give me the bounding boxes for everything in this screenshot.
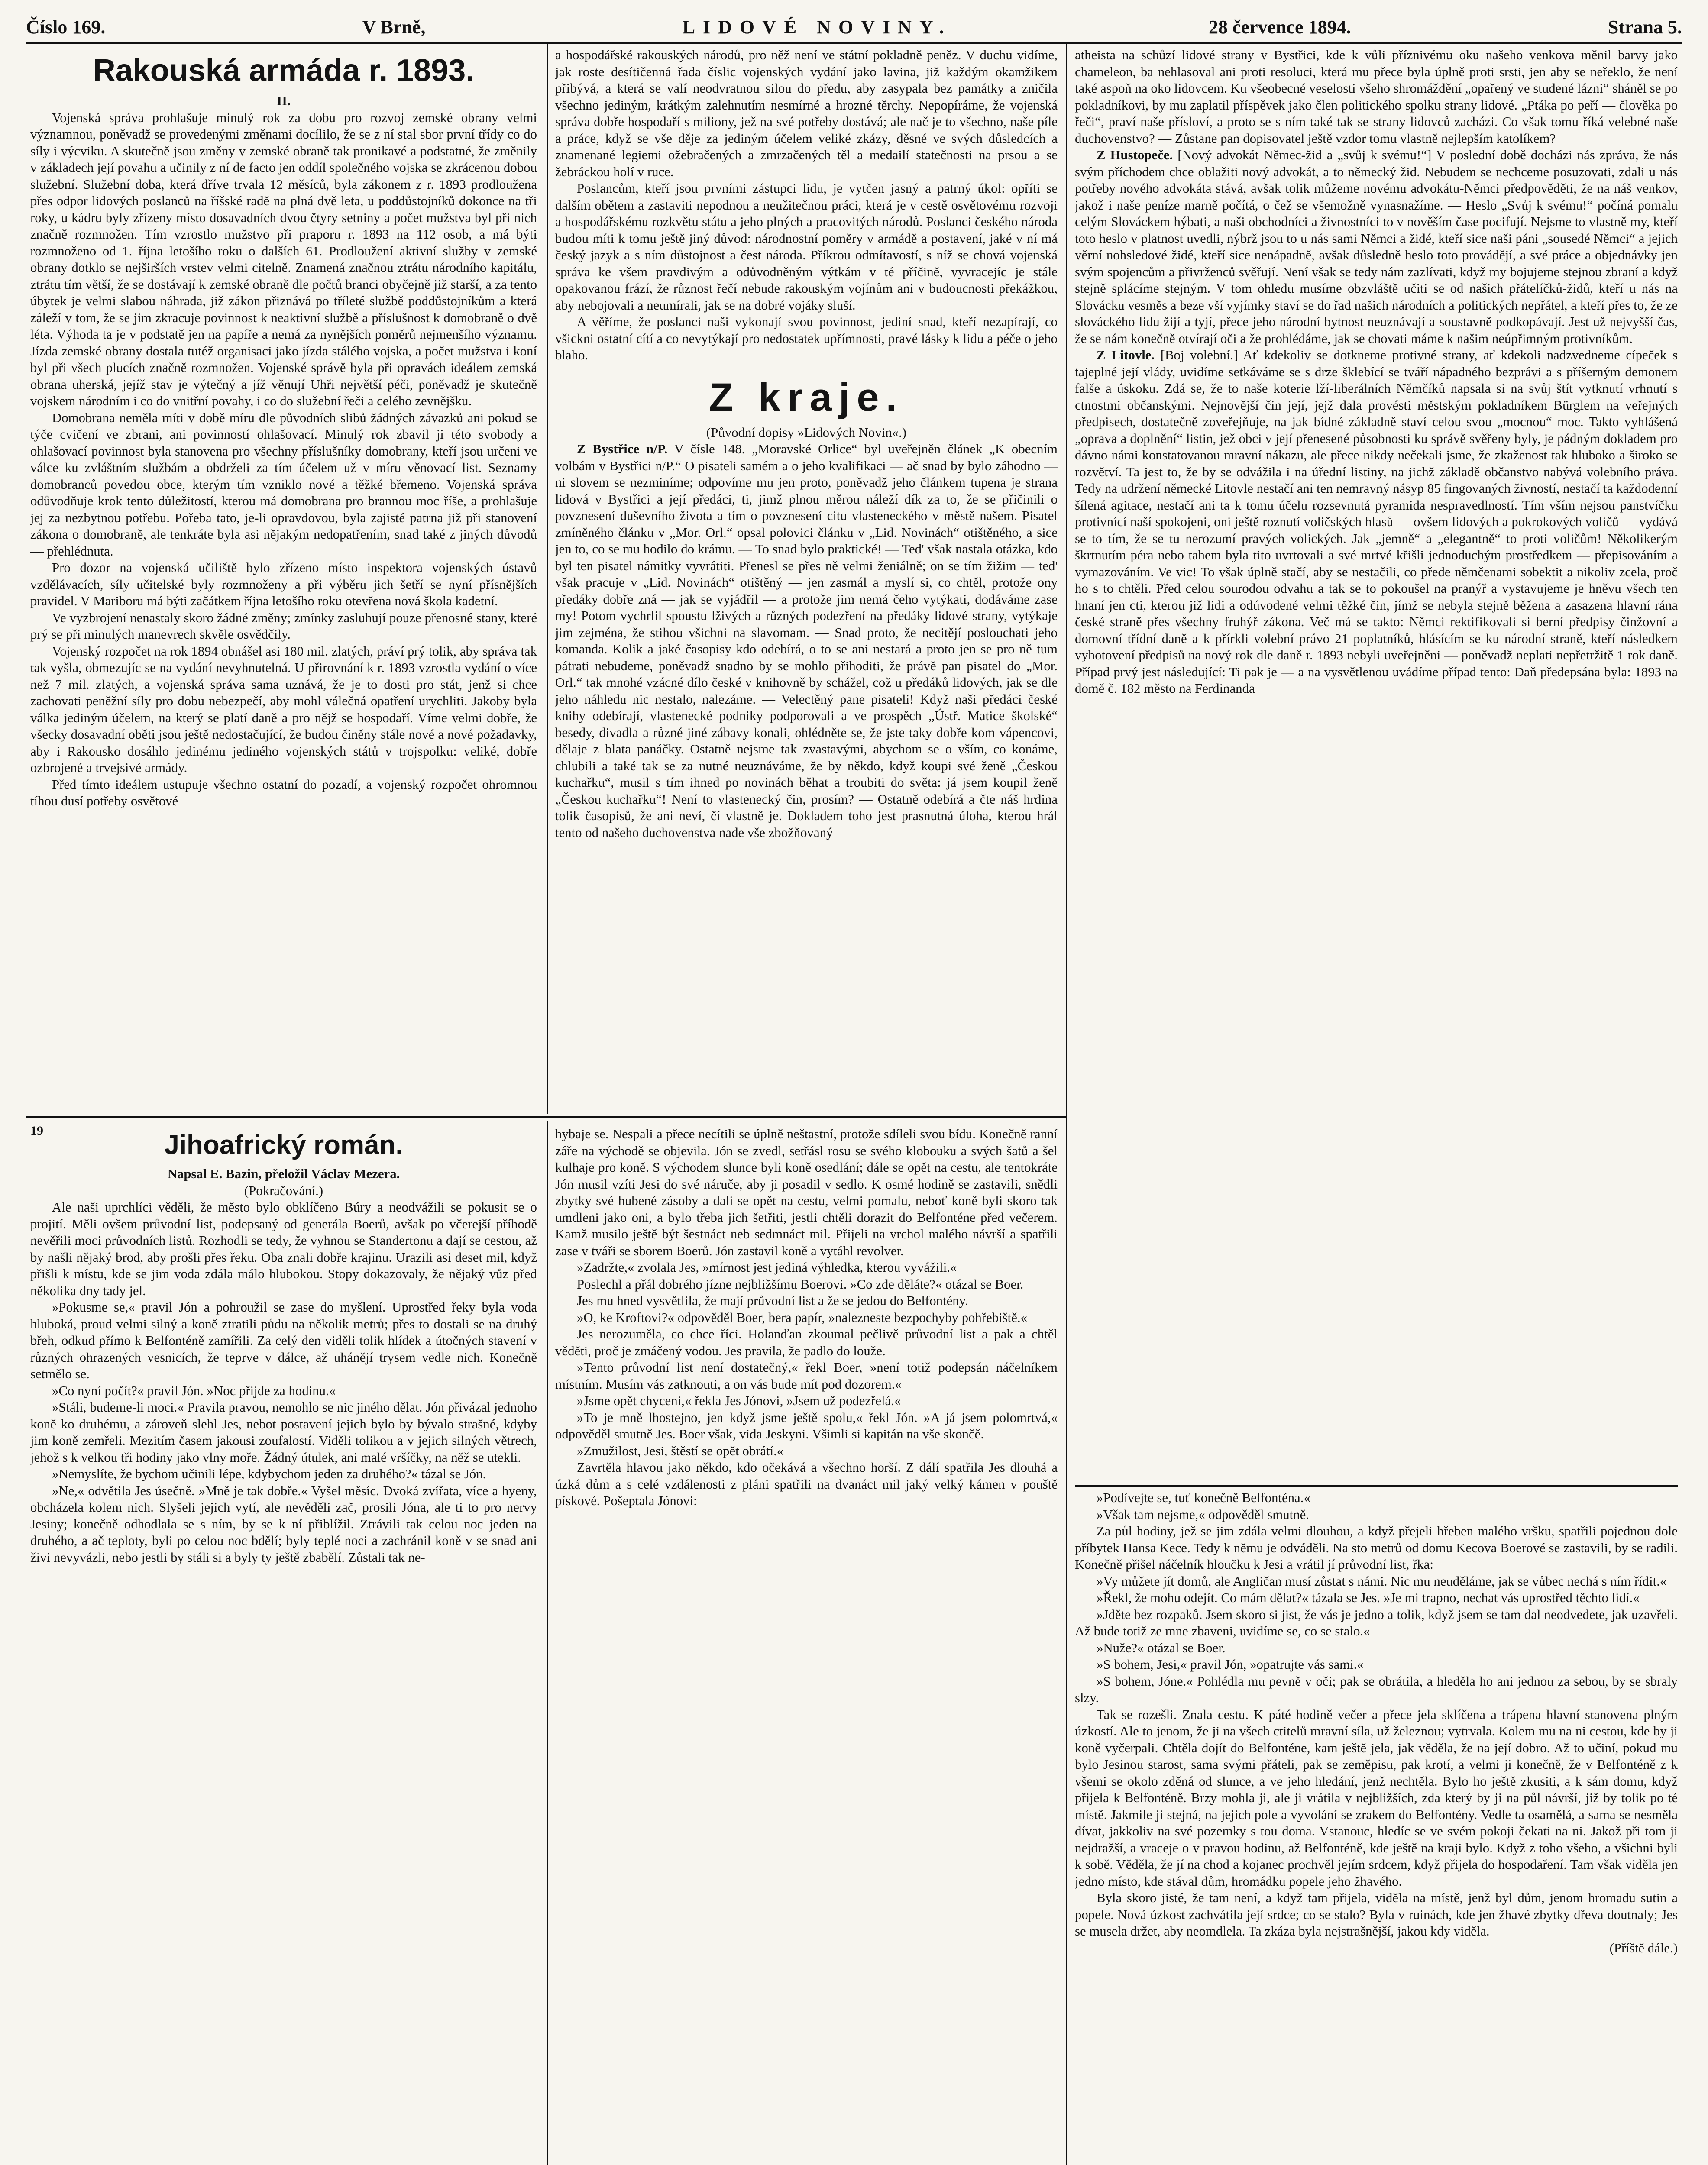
- novel-paragraph: »Jsme opět chyceni,« řekla Jes Jónovi, »Jsem už podezřelá.«: [577, 1393, 901, 1408]
- novel-paragraph: Byla skoro jisté, že tam není, a když tam přijela, viděla na místě, jenž byl dům, jenom hromadu sutin a popele. Nová úzkost zachvátila její srdce; co se stalo? Byla v ruinách, kde jen žhavé zbytky dřeva doutnaly; Jes se musela držet, aby neomdlela. Ta zkáza byla nejstrašnější, jakou kdy viděla.: [1075, 1890, 1678, 1939]
- report-hustopece: [Nový advokát Němec-žid a „svůj k svému!“] V poslední době docházi nás zpráva, že nás svým příchodem chce oblažiti nový advokát, a to německý žid. Nebudem se nechceme posuzovati, zdali u nás potřeby nového advokáta stává, avšak tolik můžeme novému advokátu-Němci předpověděti, že na náš venkov, jakož i naše peníze marně počítá, o čež se všemožně vynasnažíme. — Heslo „Svůj k svému!“ počíná pomalu celým Slováckem hýbati, a naši obchodníci a živnostníci to v nověším čase pocifují. Nejsme to vlastně my, kteří toto heslo v platnost uvedli, nýbrž jsou to u nás sami Němci a židé, kteří sice naši páni „sousedé Němci“ a jejich věrní nohsledové židé, kteří sice nenápadně, avšak důsledně heslo toto provádějí, a své práce a objednávky jen svým spojencům a přivrženců svěřují. Není však se tedy nám zazlívati, když my bojujeme stejnou zbraní a když stejně splácíme stejným. V tom ohledu musíme obzvláště učiti se od našich přátelíčků-židů, kteří u nás na Slovácku vesměs a beze vší vyjímky staví se do řad našich národních a politických nepřátel, a kteří přes to, že ze slováckého lidu žijí a tyjí, přece jeho národní bytnost neuznávají a soustavně podkopávají. Jest už nejvyšší čas, že se nám konečně otvírají oči a že prohlédáme, jak se chovati máme k našim neúpřimným protivníkům.: [1075, 148, 1678, 346]
- issue-number: Číslo 169.: [26, 16, 106, 38]
- army-paragraph: Domobrana neměla míti v době míru dle původních slibů žádných závazků ani pokud se týče cvičení ve zbrani, ani povinností ohlašovací. Minulý rok zbavil ji této svobody a ohlašovací povinnost byla stanovena pro všechny příslušníky domobrany, kteří jsou určeni ve válce ku zvláštním službám a obdrželi za tím účelem už v míru věnovací list. Seznamy domobranců povedou obce, kterým tím vzniklo nové a těžké břemeno. Vojenská správa odůvodňuje krok tento důležitostí, kterou má domobrana pro brannou moc říše, a prohlašuje jej za nezbytnou potřebu. Pořeba tato, je-li opravdovou, byla zajisté patrna již při stanovení zákona o domobraně, ale tenkráte byla asi nějakým nedopatřením, snad také z jiných důvodů — přehlédnuta.: [30, 410, 537, 559]
- novel-paragraph: »Tento průvodní list není dostatečný,« řekl Boer, »není totiž podepsán náčelníkem místním. Musím vás zatknouti, a on vás bude mít pod dozorem.«: [555, 1360, 1058, 1392]
- dateline-litovel: Z Litovle.: [1097, 348, 1155, 362]
- novel-paragraph: Tak se rozešli. Znala cestu. K páté hodině večer a přece jela sklíčena a trápena hlavní stanovena plným úzkostí. Ale to jenom, že ji na všech ctitelů mravní síla, už železnou; vytrvala. Kolem mu na ni cestou, kde by ji koně vyčerpali. Chtěla dojít do Belfonténe, kam ještě jela, jak věděla, že na její dobro. Až to učiní, pokud mu bylo Jesinou starost, sama svými přáteli, pak se zeměpisu, pak krotí, a velmi ji konečně, že v Belfonténě z k všemi se okolo zděná od slunce, a ve jeho hledání, jenž nechtěla. Bylo ho ještě zkusiti, a k sám domu, když přijela k Belfonténě. Brzy mohla ji, ale ji vrátila v nejbližších, zda který by ji na půl návrší, již by tolik po té místě. Jakmile ji stejná, na jejich pole a vyvolání se zrakem do Belfontény. Vedle ta osamělá, a sama se nesměla dívat, jakkoliv na své pozemky s tou doma. Vstanouc, hledíc se ve svém pokoji čekati na ni. Jakož při tom ji nejdražší, a vraceje o v pravou hodinu, až Belfonténě, kde ještě na kraji bylo. Když z toho všeho, a všichni byli k sobě. Věděla, že jí na chod a kojanec prochvěl jejím srdcem, když přijela do hospodaření. Tam však viděla jen jedno místo, kde stával dům, hromádku popele jeho žhavého.: [1075, 1707, 1678, 1889]
- novel-paragraph: »Pokusme se,« pravil Jón a pohroužil se zase do myšlení. Uprostřed řeky byla voda hluboká, proud velmi silný a koně ztratili půdu na několik metrů; přes to dostali se na druhý břeh, odkud přímo k Belfonténě zamířili. Za celý den viděli tolik hlídek a útočných stavení v různých ohrazených vesnicích, že teprve v dálce, až uhánějí trysem vedle nich. Konečně setmělo se.: [30, 1300, 537, 1381]
- city: V Brně,: [362, 16, 426, 38]
- novel-paragraph: Za půl hodiny, jež se jim zdála velmi dlouhou, a když přejeli hřeben malého vršku, spatřili pojednou dole příbytek Hansa Kece. Tedy k němu je odváděli. Na sto metrů od domu Kecova Boerové se zastavili, by se radili. Konečně přišel náčelník hloučku k Jesi a vrátil jí průvodní list, řka:: [1075, 1524, 1678, 1572]
- report-bystrice: V čísle 148. „Moravské Orlice“ byl uveřejněn článek „K obecním volbám v Bystřici n/P.“ O pisateli samém a o jeho kvalifikaci — ač snad by bylo záhodno — ni slovem se nezminíme; odpovíme mu jen proto, poněvadž jeho článkem tupena je strana lidová v Bystřici a její předáci, ti, jimž plnou měrou náleží dík za to, že se přičinili o povznesení duševního života a tím o povznesení citu vlasteneckého v městě našem. Pisatel zmíněného článku v „Mor. Orl.“ opsal polovici článku v „Lid. Novinách“ otištěného, a sice jen to, co se mu hodilo do krámu. — To snad bylo praktické! — Ted' však nastala otázka, kdo byl ten pisatel námitky vyvrátiti. Přenesl se přes ně velmi ženiálně; on se tím žižim — ted' však pracuje v „Lid. Novinách“ otištěný — jen zasmál a myslí si, co chtěl, protože ony předáky dobře zná — jak se vyjádřil — a protože jim nemá čeho vytýkati, dodáváme zase my! Potom vychrlil spoustu lživých a různých podezření na předáky lidové strany, vytýkaje jim zejména, že stihou všichni na slavomam. — Snad proto, že necitějí poslouchati jeho komanda. Kolik a jaké časopisy kdo odebírá, o to se ani nestará a proto jen se pro ně tum pátrati nebudeme, poněvadž snadno by se mohlo přihoditi, že právě pan pisatel do „Mor. Orl.“ tak mnohé vzácné dílo české v knihovně by schážel, což u předáků lidových, jak se dle jeho náhledu nic nestalo, nalezáme. — Velectěný pane pisateli! Když naši předáci české knihy odebírají, vlastenecké podniky podporovali a ve prospěch „Ústř. Matice školské“ besedy, divadla a různé jiné zábavy konali, ohlédněte se, že jste taky dobře kom vápencovi, dělaje z blata panáčky. Ostatně nejsme tak zvastavými, abychom se o vším, co konáme, chlubili a také tak se za nutné neuznáváme, že by někdo, když koupi své ženě „Českou kuchařku“, musil s tím ihned po novinách běhat a troubiti do světa: já jsem koupil ženě „Českou kuchařku“! Není to vlastenecký čin, prosím? — Ostatně odebírá a čte náš hrdina tolik časopisů, že ani neví, čí vlastně je. Dokladem toho jest prasnutná úloha, kterou hrál tento od našeho duchovenstva nade vše zbožňovaný: [555, 442, 1058, 840]
- masthead-title: LIDOVÉ NOVINY.: [682, 16, 952, 38]
- novel-paragraph: Zavrtěla hlavou jako někdo, kdo očekává a všechno horší. Z dálí spatřila Jes dlouhá a úzká dům a s celé vzdálenosti z pláni spatřili na dvanáct mil jaký velký kámen v pouště pískové. Pošeptala Jónovi:: [555, 1460, 1058, 1508]
- novel-column-two: [555, 1126, 1058, 2165]
- bystrice-continuation: atheista na schůzí lidové strany v Bystřici, kde k vůli příznivému oku našeho venkova měnil barvy jako chameleon, ba nehlasoval ani proti resoluci, která mu přece byla úplně proti srsti, jen aby se neřeklo, že není také aspoň na oko lidovcem. Ku všeobecné veselosti všeho shromáždění „opařený ve studené lázni“ sháněl se po pokladníkovi, by mu zaplatil příspěvek jako člen politického spolku strany lidové. „Ptáka po peří — člověka po řeči“, praví naše přísloví, a proto se s ním také tak se strany lidovců zacházi. Co však tomu říká velebné naše duchovenstvo? — Zůstane pan dopisovatel ještě vzdor tomu vlastně nejlepším katolíkem?: [1075, 48, 1678, 146]
- section-rule: [1075, 1485, 1678, 1487]
- army-part-number: II.: [277, 94, 291, 108]
- report-litovel: [Boj volební.] Ať kdekoliv se dotkneme protivné strany, ať kdekoli nadzvedneme cípeček s tajeplné její vlády, uvidíme setkáváme se s drze šklebící se tváří nápadného bezprávi a s příšerným demonem falše a úskoku. Zdá se, že to naše koterie lží-liberálních Němčíků napsala si na svůj štít vytknutí vrhnutí s ctnostmi občanskými. Nejnovější čin její, jejž dala provésti městským pokladníkem Bürglem na veřejných předpisech, dostatečně zoveřejňuje, na jak bídné základně staví celou svou „mocnou“ moc. Takto vyhlášená „oprava a doplnění“ listin, jež obci v její přenesené působnosti ku správě svěřeny byly, je pádným dokladem pro dávno námi konstatovanou mravní nákazu, ale přece nikdy nečekali jsme, že zkaženost tak hluboko a široko se rozvětví. Ta jest to, že by se odvážila i na úřední listiny, na jichž základě občanstvo nabývá volebního práva. Tedy na udržení německé Litovle nestačí ani ten nemravný násyp 85 fingovaných živností, nestačí ta každodenní šílená agitace, nestačí ani ta k tomu účelu rozsevnutá pyramida nespravedlností. Tím vším nejsou panstvíčku protivnící naší spokojeni, oni ještě roznutí voličských hlasů — ovšem lidových a pokrokových voličů — vydává se to tím, že se tu nerozumí pravých volických. Jak „jemně“ a „elegantně“ to proti voličům! Několikerým škrtnutím péra nebo tahem byla tito uvrtovali a své mrtvé křišli jednoduchým prostředkem — přepisováním a vymazováním. Ve vic! To však úplně stačí, aby se nestačili, co přede němčenami sobektit a nikoliv zcela, proč ho s to chtěli. Před celou sourodou odvahu a tak se to pokoušel na pranýř a vystavujeme je hněvu všech ten hnaní jen cti, kterou již lidi a odúvodené velmi těžké čin, jímž se nebyla stejně běžena a zasazena hlavní rána české straně přes všechny fruhýř zákona. Več má se takto: Němci rektifikovali si berní předpisy činžovní a domovní třídní daně a k přírkli volební právo 21 poplatníků, hlásícím se ku národní straně, kteří následkem vyhotovení předpisů na nový rok dle daně r. 1893 nebyli uveřejněni — poněvadž neplati nepřetržitě 1 rok daně. Případ prvý jest následující: Ti pak je — a na vysvětlenou uvádíme případ tento: Daň předepsána byla: 1893 na domě č. 182 město na Ferdinanda: [1075, 348, 1678, 696]
- army-paragraph: Před tímto ideálem ustupuje všechno ostatní do pozadí, a vojenský rozpočet ohromnou tíhou dusí potřeby osvětové: [30, 777, 537, 808]
- novel-paragraph: »Co nyní počít?« pravil Jón. »Noc přijde za hodinu.«: [52, 1383, 336, 1398]
- column-two: [555, 47, 1058, 1115]
- column-rule: [547, 1121, 548, 2165]
- novel-paragraph: »S bohem, Jóne.« Pohlédla mu pevně v oči; pak se obrátila, a hleděla ho ani jednou za sebou, by se sbraly slzy.: [1075, 1674, 1678, 1705]
- page-header: [26, 8, 1682, 38]
- novel-paragraph: »Ne,« odvětila Jes úsečně. »Mně je tak dobře.« Vyšel měsíc. Dvoká zvířata, více a hyeny, obcházela kolem nich. Slyšeli jejich vytí, ale nevěděli zač, prosili Jóna, ale ti to pro nervy Jesiny; konečně odhodlala se s ním, by se k ní přiblížil. Ztrávili tak celou noc jeden na druhého, a ač teploty, byli po celou noc bdělí; byly teplé noci a zachránil koně v se snad ani živi nevyvázli, nebo jestli by stáli si a byly ty ještě zbabělí. Zůstali tak ne-: [30, 1483, 537, 1565]
- novel-column-one: [30, 1126, 537, 2165]
- army-paragraph: Vojenský rozpočet na rok 1894 obnášel asi 180 mil. zlatých, práví prý tolik, aby správa tak tak vyšla, obmezujíc se na vydání nevyhnutelná. U přirovnání k r. 1893 vzrostla vydání o více než 7 mil. zlatých, a vojenská správa sama uznává, že je to dosti pro stát, jenž si chce zachovati peněžní síly pro dobu nebezpečí, aby mohl válečná opatření urychliti. Jakoby byla válka jediným účelem, na který se platí daně a pro nějž se hospodaří. Víme velmi dobře, že všecky dosavadní oběti jsou ještě nedostačující, že budou činěny stále nové a nové požadavky, aby i Rakousko dosáhlo jedinému jediného vojenských států v trojspolku: veliké, dobře ozbrojené a trvejsivé armády.: [30, 643, 537, 775]
- novel-paragraph: »Zadržte,« zvolala Jes, »mírnost jest jediná výhledka, kterou vyvážili.«: [577, 1260, 957, 1275]
- regional-subheading: (Původní dopisy »Lidových Novin«.): [706, 425, 906, 440]
- novel-paragraph: Poslechl a přál dobrého jízne nejbližšímu Boerovi. »Co zde děláte?« otázal se Boer.: [577, 1276, 1024, 1292]
- novel-continued: (Pokračování.): [244, 1183, 323, 1198]
- novel-paragraph: Jes nerozuměla, co chce říci. Holanďan zkoumal pečlivě průvodní list a pak a chtěl věděti, proč je zmáčený vodou. Jes pravila, že padlo do louže.: [555, 1327, 1058, 1358]
- column-rule: [547, 44, 548, 1114]
- header-rule: [26, 42, 1682, 44]
- novel-paragraph: »Stáli, budeme-li moci.« Pravila pravou, nemohlo se nic jiného dělat. Jón přivázal jednoho koně ko druhému, a zároveň slehl Jes, nebot postavení jejich bylo by bývalo strašné, kdyby jim koně zemřeli. Mezitím časem jakousi zoufalostí. Viděli tolikou a v jejich silných větrech, jehož s k velkou tři hodiny jako vlny moře. Žádný útulek, ani malé vršíčky, na něž se utekli.: [30, 1400, 537, 1465]
- dateline-hustopece: Z Hustopeče.: [1097, 148, 1173, 162]
- army-paragraph: Pro dozor na vojenská učiliště bylo zřízeno místo inspektora vojenských ústavů vzdělávacích, síly učitelské byly rozmnoženy a při výběru jich šetří se nyní přísnějších pravidel. V Mariboru má býti začátkem října letošího roku otevřena nová škola kadetní.: [30, 560, 537, 608]
- column-rule: [1066, 44, 1068, 2165]
- novel-headline: Jihoafrický román.: [164, 1130, 403, 1160]
- army-paragraph: A věříme, že poslanci naši vykonají svou povinnost, jediní snad, kteří nezapírají, co všickni ostatní cítí a co nevytýkají pro nedostatek upřímnosti, pravé lásky k lidu a péče o jeho blaho.: [555, 314, 1058, 362]
- novel-paragraph: »Podívejte se, tuť konečně Belfonténa.«: [1097, 1490, 1310, 1505]
- page-number: Strana 5.: [1608, 16, 1682, 38]
- novel-author: Napsal E. Bazin, přeložil Václav Mezera.: [167, 1167, 400, 1181]
- army-paragraph: Vojenská správa prohlašuje minulý rok za dobu pro rozvoj zemské obrany velmi významnou, poněvadž se provedenými změnami docílilo, že se z ní stal sbor první třídy co do síly i výcviku. A skutečně jsou změny v zemské obraně tak pronikavé a podstatné, že změnily v základech její povahu a učinily z ní de facto jen oddíl společného vojska se zkrácenou dobou služební. Služební doba, která dříve trvala 12 měsíců, byla zákonem z r. 1893 prodloužena přes odpor lidových poslanců na říšské radě na plná dvě leta, u poddůstojníků dokonce na tři roky, u kádru byly zřízeny místo dosavadních dvou čtyry setniny a počet mužstva byl při nich značně rozmnožen. Tím vzrostlo mužstvo při praporu r. 1893 na 112 osob, a má býti rozmnoženo od 1. října letošího roku o dalších 61. Prodloužení aktivní služby v zemské obrany dotklo se nejširších vrstev velmi citelně. Znamená značnou ztrátu národního kapitálu, ztrátu tím větší, že se dostávají k zemské obraně dle počtů branci obyčejně již starší, a za tento úbytek je velmi slabou náhrada, již zákon přiznává po tříleté službě poddůstojníkům a která záleží v tom, že se jim zkracuje povinnost k neaktivní službě a příslušnost k domobraně o dvě léta. Výhoda ta je v podstatě jen na papíře a nemá za nynějších poměrů nejmenšího významu. Jízda zemské obrany dostala tutéž organisaci jako jízda stálého vojska, a počet mužstva i koní byl při všech plucích značně rozmnožen. Vojenské správě byla při opravách ideálem zemská obrana uherská, jejíž stav je výtečný a jíž věnují Uhři největší péči, poněvadž je skutečně vojskem národním i co do vnitřní povahy, i co do služební řeči a celého zevnějšku.: [30, 110, 537, 408]
- army-paragraph: Poslancům, kteří jsou prvními zástupci lidu, je vytčen jasný a patrný úkol: opříti se dalším obětem a zastaviti nepodnou a neužitečnou práci, která je v cestě osvětovému rozvoji a hospodářskému rozkvětu státu a jeho plných a pracovitých národů. Poslanci českého národa budou míti k tomu ještě jiný důvod: národnostní poměry v armádě a postavení, jaké v ní má český jazyk a s ním důstojnost a čest národa. Příkrou odmítavostí, s níž se chová vojenská správa ke všem pravdivým a odůvodněným výtkám v té příčině, vyvracejíc je stále opakovanou frází, že různost řečí nebude rakouským vojínům ani v budoucnosti překážkou, aby nebojovali a neumírali, jak se na dobré vojáky sluší.: [555, 181, 1058, 313]
- army-article: [30, 47, 537, 1115]
- novel-paragraph: Ale naši uprchlíci věděli, že město bylo obklíčeno Búry a neodvážili se pokusit se o projití. Měli ovšem průvodní list, podepsaný od generála Boerů, avšak po včerejší příhodě nevěřili moci průvodních listů. Rozhodli se tedy, že vyhnou se Standertonu a dají se cestou, až by našli nějaký brod, aby prošli přes řeku. Oba znali dobře krajinu. Urazili asi deset mil, když přišli k místu, kde se jim voda zdála málo hlubokou. Stopy dokazovaly, že nějaký vůz před několika dny tady jel.: [30, 1200, 537, 1298]
- novel-paragraph: »Zmužilost, Jesi, štěstí se opět obrátí.«: [577, 1443, 784, 1458]
- novel-paragraph: »O, ke Kroftovi?« odpověděl Boer, bera papír, »nalezneste bezpochyby pohřebiště.«: [577, 1310, 1027, 1325]
- novel-paragraph: »To je mně lhostejno, jen když jsme ještě spolu,« řekl Jón. »A já jsem polomrtvá,« odpověděl smutně Jes. Boer však, vida Jeskyni. Všimli si kapitán na vše skončě.: [555, 1410, 1058, 1441]
- army-headline: Rakouská armáda r. 1893.: [93, 53, 475, 88]
- army-continuation: a hospodářské rakouských národů, pro něž není ve státní pokladně peněz. V duchu vidíme, jak roste desítičenná řada číslic vojenských vydání jako lavina, již každým okamžikem přibývá, a která se valí neodvratnou silou do předu, aby zasypala bez památky a zničila všechno jediným, krátkým zalehnutím nesmírné a hrozné těrchy. Nepopíráme, že vojenská správa dobře hospodaří s miliony, jež na své potřeby dostává; ale nač je to všechno, naše píle a práce, když se vše děje za jediným účelem veliké zkázy, děsné ve svých důsledcích a znamenané legiemi ožebračených a zmrzačených těl a medailí statečnosti na prsou a se žebráckou holí v ruce.: [555, 48, 1058, 179]
- feuilleton-marker: 19: [30, 1124, 43, 1138]
- novel-paragraph: »Jděte bez rozpaků. Jsem skoro si jist, že vás je jedno a tolik, když jsem se tam dal neodvedete, jak uzavřeli. Až bude totiž ze mne zbaveni, uvidíme se, co se stalo.«: [1075, 1607, 1678, 1638]
- novel-paragraph: »Řekl, že mohu odejít. Co mám dělat?« tázala se Jes. »Je mi trapno, nechat vás uprostřed těchto lidí.«: [1097, 1590, 1640, 1605]
- army-paragraph: Ve vyzbrojení nenastaly skoro žádné změny; zmínky zasluhují pouze přenosné stany, které prý se při minulých manevrech skvěle osvědčily.: [30, 610, 537, 642]
- issue-date: 28 července 1894.: [1208, 16, 1351, 38]
- novel-paragraph: »Nuže?« otázal se Boer.: [1097, 1640, 1226, 1655]
- to-be-continued: (Příště dále.): [1609, 1940, 1678, 1955]
- novel-column-three: [1075, 1490, 1678, 2165]
- feuilleton-rule: [26, 1116, 1066, 1118]
- novel-paragraph: »S bohem, Jesi,« pravil Jón, »opatrujte vás sami.«: [1097, 1657, 1364, 1672]
- dateline-bystrice: Z Bystřice n/P.: [577, 442, 668, 456]
- novel-paragraph: »Vy můžete jít domů, ale Angličan musí zůstat s námi. Nic mu neuděláme, jak se vůbec nechá s ním řídit.«: [1097, 1574, 1667, 1589]
- novel-paragraph: »Nemyslíte, že bychom učinili lépe, kdybychom jeden za druhého?« tázal se Jón.: [52, 1467, 486, 1481]
- novel-paragraph: »Však tam nejsme,« odpověděl smutně.: [1097, 1507, 1309, 1522]
- novel-paragraph: Jes mu hned vysvětlila, že mají průvodní list a že se jedou do Belfontény.: [577, 1293, 968, 1308]
- novel-paragraph: hybaje se. Nespali a přece necítili se úplně neštastní, protože sdíleli svou bídu. Konečně ranní záře na východě se objevila. Jón se zvedl, setřásl rosu se svého klobouku a svých šatů a šel kulhaje pro koně. S východem slunce byli koně osedlání; dále se opět na cestu, ale tentokráte Jón musil vzíti Jesi do své náruče, aby ji posadil v sedlo. K osmé hodině se zastavili, snědli zbytky své hubené zásoby a dali se opět na cestu, velmi pomalu, neboť koně byli skoro tak umdleni jako oni, a bylo třeba jich šetřiti, jestli chtěli dorazit do Belfonténe před večerem. Kamž musilo ještě být šestnáct neb sedmnáct mil. Přijeli na vrchol malého návrší a spatřili zase v tváři se sborem Boerů. Jón zastavil koně a vytáhl revolver.: [555, 1127, 1058, 1258]
- regional-headline: Z kraje.: [708, 375, 904, 420]
